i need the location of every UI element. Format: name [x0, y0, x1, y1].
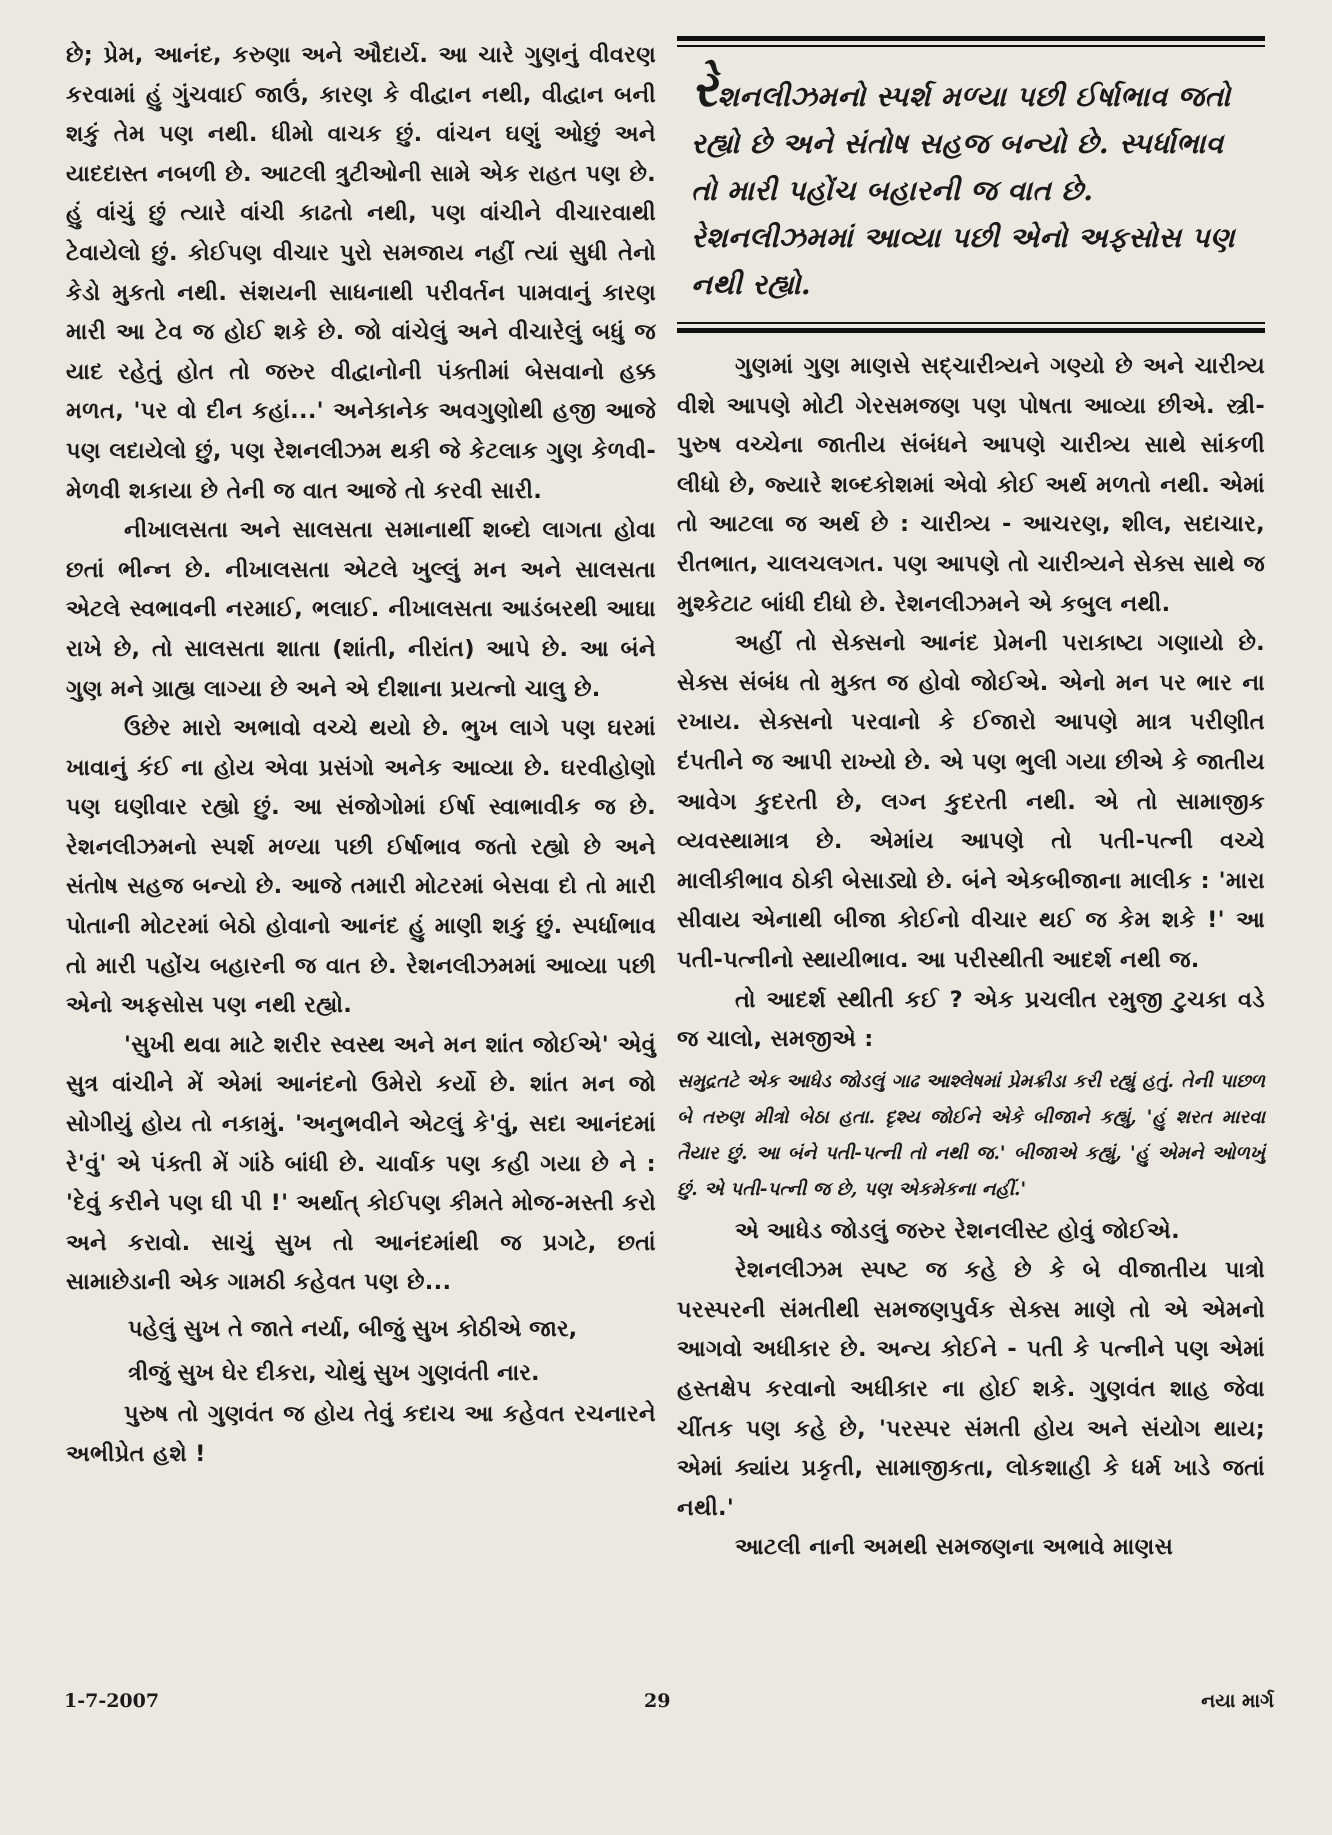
paragraph-1: છે; પ્રેમ, આનંદ, કરુણા અને ઔદાર્ય. આ ચારે ગુણનું વીવરણ કરવામાં હું ગુંચવાઈ જાઉં, કારણ કે વીદ્વાન નથી, વીદ્વાન બની શકું તેમ પણ નથી. ધીમો વાચક છું. વાંચન ઘણું ઓછું અને યાદદાસ્ત નબળી છે. આટલી ત્રુટીઓની સામે એક રાહત પણ છે. હું વાંચું છું ત્યારે વાંચી કાઢતો નથી, પણ વાંચીને વીચારવાથી ટેવાયેલો છું. કોઈપણ વીચાર પુરો સમજાય નહીં ત્યાં સુધી તેનો કેડો મુકતો નથી. સંશયની સાધનાથી પરીવર્તન પામવાનું કારણ મારી આ ટેવ જ હોઈ શકે છે. જો વાંચેલું અને વીચારેલું બધું જ યાદ રહેતું હોત તો જરુર વીદ્વાનોની પંક્તીમાં બેસવાનો હક્ક મળત, 'પર વો દીન કહાં...' અનેકાનેક અવગુણોથી હજી આજે પણ લદાયેલો છું, પણ રેશનલીઝમ થકી જે કેટલાક ગુણ કેળવી-મેળવી શકાયા છે તેની જ વાત આજે તો કરવી સારી.	[66, 42, 656, 504]
pull-quote-dropcap: રે	[691, 59, 718, 118]
paragraph-8: એ આધેડ જોડલું જરુર રેશનલીસ્ટ હોવું જોઈએ.	[735, 1217, 1180, 1244]
paragraph-10: આટલી નાની અમથી સમજણના અભાવે માણસ	[735, 1534, 1174, 1561]
verse-line-1: પહેલું સુખ તે જાતે નર્યા, બીજું સુખ કોઠીએ જાર,	[128, 1316, 578, 1342]
footer-date: 1-7-2007	[64, 1690, 160, 1712]
pull-quote-text: શનલીઝમનો સ્પર્શ મળ્યા પછી ઈર્ષાભાવ જતો રહ્યો છે અને સંતોષ સહજ બન્યો છે. સ્પર્ધાભાવ તો મારી પહોંચ બહારની જ વાત છે. રેશનલીઝમમાં આવ્યા પછી એનો અફસોસ પણ નથી રહ્યો.	[691, 80, 1235, 301]
verse-line-2: ત્રીજું સુખ ઘેર દીકરા, ચોથું સુખ ગુણવંતી નાર.	[128, 1360, 540, 1386]
paragraph-5: ગુણમાં ગુણ માણસે સદ્ચારીત્ર્યને ગણ્યો છે અને ચારીત્ર્ય વીશે આપણે મોટી ગેરસમજણ પણ પોષતા આવ્યા છીએ. સ્ત્રી-પુરુષ વચ્ચેના જાતીય સંબંધને આપણે ચારીત્ર્ય સાથે સાંકળી લીધો છે, જ્યારે શબ્દકોશમાં એવો કોઈ અર્થ મળતો નથી. એમાં તો આટલા જ અર્થ છે : ચારીત્ર્ય - આચરણ, શીલ, સદાચાર, રીતભાત, ચાલચલગત. પણ આપણે તો ચારીત્ર્યને સેક્સ સાથે જ મુશ્કેટાટ બાંધી દીધો છે. રેશનલીઝમને એ કબુલ નથી.	[677, 353, 1265, 617]
left-column	[66, 36, 656, 1474]
paragraph-2: નીખાલસતા અને સાલસતા સમાનાર્થી શબ્દો લાગતા હોવા છતાં ભીન્ન છે. નીખાલસતા એટલે ખુલ્લું મન અને સાલસતા એટલે સ્વભાવની નરમાઈ, ભલાઈ. નીખાલસતા આડંબરથી આઘા રાખે છે, તો સાલસતા શાતા (શાંતી, નીરાંત) આપે છે. આ બંને ગુણ મને ગ્રાહ્ય લાગ્યા છે અને એ દીશાના પ્રયત્નો ચાલુ છે.	[66, 517, 656, 702]
joke-block: સમુદ્રતટે એક આધેડ જોડલું ગાઢ આશ્લેષમાં પ્રેમક્રીડા કરી રહ્યું હતું. તેની પાછળ બે તરુણ મીત્રો બેઠા હતા. દૃશ્ય જોઈને એકે બીજાને કહ્યું, 'હું શરત મારવા તૈયાર છું. આ બંને પતી-પત્ની તો નથી જ.' બીજાએ કહ્યું, 'હું એમને ઓળખું છું. એ પતી-પત્ની જ છે, પણ એકમેકના નહીં.'	[677, 1070, 1265, 1200]
paragraph-9: રેશનલીઝમ સ્પષ્ટ જ કહે છે કે બે વીજાતીય પાત્રો પરસ્પરની સંમતીથી સમજણપુર્વક સેક્સ માણે તો એ એમનો આગવો અધીકાર છે. અન્ય કોઈને - પતી કે પત્નીને પણ એમાં હસ્તક્ષેપ કરવાનો અધીકાર ના હોઈ શકે. ગુણવંત શાહ જેવા ચીંતક પણ કહે છે, 'પરસ્પર સંમતી હોય અને સંયોગ થાય; એમાં ક્યાંય પ્રકૃતી, સામાજીકતા, લોકશાહી કે ધર્મ ખાડે જતાં નથી.'	[677, 1257, 1265, 1521]
pull-quote	[677, 47, 1265, 322]
paragraph-closing: પુરુષ તો ગુણવંત જ હોય તેવું કદાચ આ કહેવત રચનારને અભીપ્રેત હશે !	[66, 1401, 656, 1467]
paragraph-3: ઉછેર મારો અભાવો વચ્ચે થયો છે. ભુખ લાગે પણ ઘરમાં ખાવાનું કંઈ ના હોય એવા પ્રસંગો અનેક આવ્યા છે. ઘરવીહોણો પણ ઘણીવાર રહ્યો છું. આ સંજોગોમાં ઈર્ષા સ્વાભાવીક જ છે. રેશનલીઝમનો સ્પર્શ મળ્યા પછી ઈર્ષાભાવ જતો રહ્યો છે અને સંતોષ સહજ બન્યો છે. આજે તમારી મોટરમાં બેસવા દો તો મારી પોતાની મોટરમાં બેઠો હોવાનો આનંદ હું માણી શકું છું. સ્પર્ધાભાવ તો મારી પહોંચ બહારની જ વાત છે. રેશનલીઝમમાં આવ્યા પછી એનો અફસોસ પણ નથી રહ્યો.	[66, 715, 656, 1019]
paragraph-7: તો આદર્શ સ્થીતી કઈ ? એક પ્રચલીત રમુજી ટુચકા વડે જ ચાલો, સમજીએ :	[677, 986, 1265, 1053]
page-number: 29	[644, 1690, 671, 1712]
page-footer	[64, 1690, 1274, 1720]
paragraph-6: અહીં તો સેક્સનો આનંદ પ્રેમની પરાકાષ્ટા ગણાયો છે. સેક્સ સંબંધ તો મુક્ત જ હોવો જોઈએ. એનો મન પર ભાર ના રખાય. સેક્સનો પરવાનો કે ઈજારો આપણે માત્ર પરીણીત દંપતીને જ આપી રાખ્યો છે. એ પણ ભુલી ગયા છીએ કે જાતીય આવેગ કુદરતી છે, લગ્ન કુદરતી નથી. એ તો સામાજીક વ્યવસ્થામાત્ર છે. એમાંય આપણે તો પતી-પત્ની વચ્ચે માલીકીભાવ ઠોકી બેસાડ્યો છે. બંને એકબીજાના માલીક : 'મારા સીવાય એનાથી બીજા કોઈનો વીચાર થઈ જ કેમ શકે !' આ પતી-પત્નીનો સ્થાયીભાવ. આ પરીસ્થીતી આદર્શ નથી જ.	[677, 630, 1265, 973]
magazine-name: નયા માર્ગ	[1201, 1690, 1274, 1712]
paragraph-4: 'સુખી થવા માટે શરીર સ્વસ્થ અને મન શાંત જોઈએ' એવું સુત્ર વાંચીને મેં એમાં આનંદનો ઉમેરો કર્યો છે. શાંત મન જો સોગીયું હોય તો નકામું. 'અનુભવીને એટલું કે'વું, સદા આનંદમાં રે'વું' એ પંક્તી મેં ગાંઠે બાંધી છે. ચાર્વાક પણ કહી ગયા છે ને : 'દેવું કરીને પણ ઘી પી !' અર્થાત્ કોઈપણ કીમતે મોજ-મસ્તી કરો અને કરાવો. સાચું સુખ તો આનંદમાંથી જ પ્રગટે, છતાં સામાછેડાની એક ગામઠી કહેવત પણ છે...	[66, 1031, 656, 1296]
right-column	[677, 36, 1265, 1568]
verse-block	[66, 1307, 656, 1395]
